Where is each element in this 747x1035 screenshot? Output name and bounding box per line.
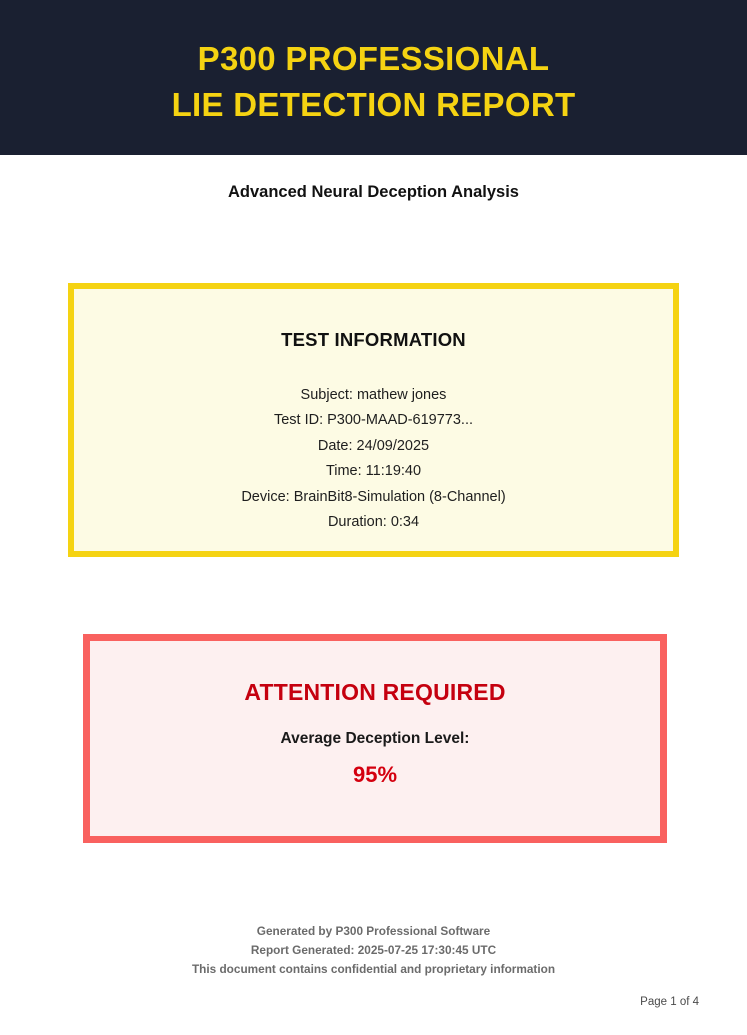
footer-generated-timestamp: Report Generated: 2025-07-25 17:30:45 UTC	[250, 943, 497, 957]
test-info-date: Date: 24/09/2025	[317, 437, 430, 454]
footer-confidentiality-notice: This document contains confidential and proprietary information	[191, 962, 556, 976]
test-info-subject: Subject: mathew jones	[300, 387, 447, 403]
test-information-panel	[68, 283, 679, 557]
test-info-device: Device: BrainBit8-Simulation (8-Channel)	[241, 488, 506, 505]
test-information-heading: TEST INFORMATION	[281, 329, 466, 350]
report-subtitle: Advanced Neural Deception Analysis	[228, 183, 519, 201]
attention-required-panel	[83, 634, 667, 843]
test-info-test-id: Test ID: P300-MAAD-619773...	[273, 412, 474, 429]
report-title-line-2: LIE DETECTION REPORT	[171, 85, 576, 123]
attention-heading: ATTENTION REQUIRED	[244, 679, 506, 705]
test-information-list	[74, 383, 673, 535]
page-number: Page 1 of 4	[640, 996, 699, 1008]
footer-generated-by: Generated by P300 Professional Software	[256, 924, 491, 938]
average-deception-value: 95%	[352, 762, 398, 787]
report-footer	[0, 922, 747, 979]
report-title-line-1: P300 PROFESSIONAL	[197, 39, 550, 77]
test-info-time: Time: 11:19:40	[325, 463, 422, 480]
average-deception-label: Average Deception Level:	[280, 730, 470, 747]
report-header	[0, 0, 747, 155]
test-info-duration: Duration: 0:34	[327, 514, 420, 531]
